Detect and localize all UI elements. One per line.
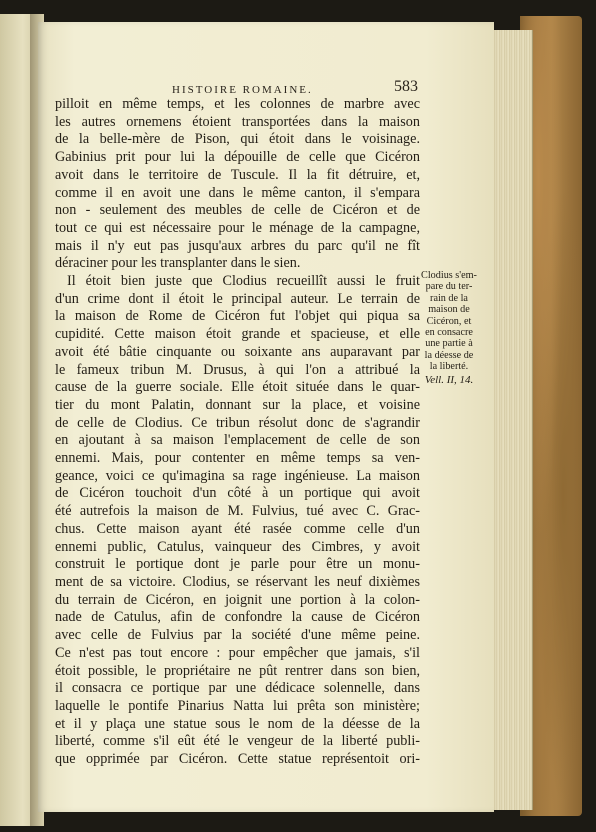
text-line: et il y plaça une statue sous le nom de la déesse de la bbox=[55, 715, 420, 732]
text-line: avoit dans le territoire de Tuscule. Il la fit détruire, et, bbox=[55, 166, 420, 183]
text-line: été autrefois la maison de M. Fulvius, tué avec C. Grac- bbox=[55, 503, 420, 520]
text-line: de celle de Clodius. Ce tribun résolut donc de s'agrandir bbox=[55, 414, 420, 431]
margin-note-line: rain de la bbox=[430, 292, 468, 304]
text-line: laquelle le pontife Pinarius Natta lui prêta son ministère; bbox=[55, 697, 420, 714]
margin-note-line: Clodius s'em- bbox=[421, 270, 477, 281]
text-line: cupidité. Cette maison étoit grande et spacieuse, et elle bbox=[55, 326, 420, 343]
margin-note-line: Cicéron, et bbox=[426, 315, 472, 327]
body-text bbox=[55, 96, 420, 769]
text-line: ment de sa victoire. Clodius, se réservant les neuf dixièmes bbox=[55, 573, 420, 590]
text-line: déraciner pour les transplanter dans le sien. bbox=[55, 255, 301, 272]
page-edges bbox=[490, 30, 533, 810]
text-line: d'un crime dont il étoit le principal auteur. Le terrain de bbox=[55, 290, 420, 307]
margin-note-line: une partie à bbox=[425, 338, 473, 350]
text-line: en ajoutant à sa maison l'emplacement de celle de son bbox=[55, 432, 420, 449]
text-line: avoit été bâtie cinquante ou soixante ans auparavant par bbox=[55, 343, 420, 360]
text-line: Ce n'est pas tout encore : pour empêcher que jamais, s'il bbox=[55, 644, 420, 661]
text-line: étoit possible, le propriétaire ne pût rentrer dans son bien, bbox=[55, 662, 420, 679]
text-line: avec celle de Fulvius par la société d'une même peine. bbox=[55, 627, 420, 644]
text-line: du terrain de Cicéron, en joignit une portion à la colon- bbox=[55, 591, 420, 608]
text-line: il consacra ce portique par une dédicace solennelle, dans bbox=[55, 680, 420, 697]
text-line: les autres ornemens étoient transportées dans la maison bbox=[55, 113, 420, 130]
text-line: ennemi. Mais, pour contenter en même temps sa ven- bbox=[55, 450, 420, 467]
text-line: tier du mont Palatin, donnant sur la place, et voisine bbox=[55, 396, 420, 413]
text-line: comme il en avoit une dans le même canton, il s'empara bbox=[55, 184, 420, 201]
text-line: la maison de Rome de Cicéron fut l'objet qui piqua sa bbox=[55, 308, 420, 325]
margin-note-line: pare du ter- bbox=[425, 281, 473, 293]
running-head: HISTOIRE ROMAINE. bbox=[172, 84, 313, 96]
text-line: liberté, comme s'il eût été le vengeur de la liberté publi- bbox=[55, 733, 420, 750]
text-line: Il étoit bien juste que Clodius recueillît aussi le fruit bbox=[67, 273, 420, 290]
margin-note-reference: Vell. II, 14. bbox=[424, 373, 474, 386]
text-line: geance, voici ce qu'imagina sa rage ingénieuse. La maison bbox=[55, 467, 420, 484]
text-line: chus. Cette maison ayant été rasée comme celle d'un bbox=[55, 520, 420, 537]
text-line: de la belle-mère de Pison, qui étoit dans le voisinage. bbox=[55, 131, 420, 148]
margin-note-line: la déesse de bbox=[424, 349, 474, 361]
text-line: nade de Catulus, afin de confondre la cause de Cicéron bbox=[55, 609, 420, 626]
text-line: construit le portique dont je parle pour être un monu- bbox=[55, 556, 420, 573]
margin-note-line: en consacre bbox=[425, 327, 473, 339]
text-line: mais il n'y eut pas jusqu'aux arbres du parc qu'il ne fît bbox=[55, 237, 420, 254]
text-line: Gabinius prit pour lui la dépouille de celle que Cicéron bbox=[55, 149, 420, 166]
margin-note-line: maison de bbox=[428, 304, 470, 316]
page-number: 583 bbox=[394, 78, 418, 95]
text-line: pilloit en même temps, et les colonnes de marbre avec bbox=[55, 96, 420, 112]
margin-note-line: la liberté. bbox=[429, 361, 469, 373]
text-line: ennemi public, Catulus, vainqueur des Cimbres, y avoit bbox=[55, 538, 420, 555]
text-line: de Cicéron touchoit d'un côté à un portique qui avoit bbox=[55, 485, 420, 502]
text-line: que opprimée par Cicéron. Cette statue représentoit ori- bbox=[55, 751, 420, 768]
text-line: tout ce qui est nécessaire pour le ménage de la campagne, bbox=[55, 219, 420, 236]
text-line: non - seulement des meubles de celle de Cicéron et de bbox=[55, 202, 420, 219]
text-line: cause de la guerre sociale. Elle étoit située dans le quar- bbox=[55, 379, 420, 396]
margin-note bbox=[418, 270, 480, 386]
text-line: le fameux tribun M. Drusus, à qui l'on a attribué la bbox=[55, 361, 420, 378]
